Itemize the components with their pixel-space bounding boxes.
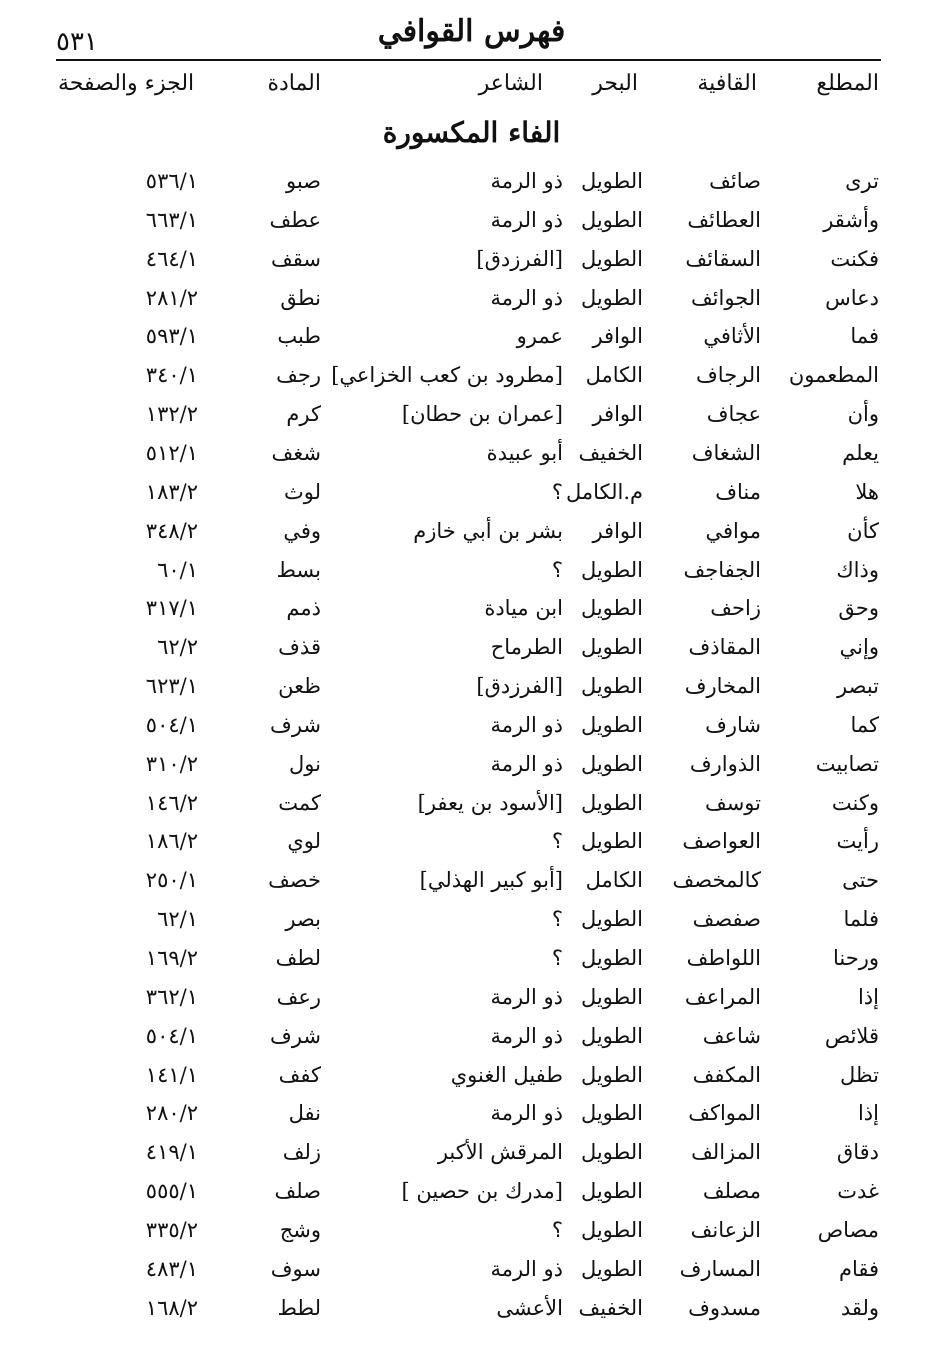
poet-cell: ذو الرمة: [490, 207, 563, 232]
matla-cell: المطعمون: [788, 363, 879, 388]
matla-cell: قلائص: [824, 1023, 879, 1048]
poet-cell: طفيل الغنوي: [450, 1062, 563, 1087]
volume-page-cell: ٥٠٤/١: [145, 1023, 198, 1048]
volume-page-cell: ٥٠٤/١: [145, 712, 198, 737]
root-cell: زلف: [282, 1140, 321, 1165]
table-row: [0, 900, 943, 939]
table-row: [0, 822, 943, 861]
bahr-cell: الطويل: [580, 557, 643, 582]
poet-cell: الأعشى: [496, 1295, 563, 1320]
poet-cell: بشر بن أبي خازم: [413, 518, 563, 543]
bahr-cell: الطويل: [580, 674, 643, 699]
poet-cell: [مدرك بن حصين ]: [401, 1179, 563, 1204]
table-row: [0, 978, 943, 1017]
root-cell: رعف: [276, 984, 321, 1009]
root-cell: بسط: [276, 557, 321, 582]
table-row: [0, 201, 943, 240]
root-cell: شغف: [271, 440, 321, 465]
column-header-shaer: الشاعر: [478, 71, 543, 96]
matla-cell: تصابيت: [815, 751, 879, 776]
poet-cell: [الفرزدق]: [476, 246, 563, 271]
poet-cell: ذو الرمة: [490, 169, 563, 193]
root-cell: صبو: [285, 169, 321, 193]
matla-cell: ترى: [845, 169, 879, 193]
table-row: [0, 1056, 943, 1095]
matla-cell: وإني: [839, 635, 879, 660]
root-cell: نفل: [288, 1101, 321, 1126]
table-row: [0, 628, 943, 667]
table-row: [0, 784, 943, 823]
table-row: [0, 317, 943, 356]
matla-cell: كأن: [847, 518, 879, 543]
qafia-cell: زاحف: [710, 596, 761, 621]
matla-cell: وذاك: [836, 557, 879, 582]
qafia-cell: الجوائف: [690, 285, 761, 310]
poet-cell: أبو عبيدة: [486, 440, 563, 465]
bahr-cell: الطويل: [580, 246, 643, 271]
volume-page-cell: ٦٦٣/١: [145, 207, 198, 232]
bahr-cell: الطويل: [580, 751, 643, 776]
column-header-juz-page: الجزء والصفحة: [58, 71, 195, 96]
volume-page-cell: ١٨٣/٢: [145, 479, 198, 504]
poet-cell: ؟: [551, 1217, 563, 1242]
bahr-cell: الطويل: [580, 635, 643, 660]
qafia-cell: صائف: [709, 169, 761, 193]
bahr-cell: الطويل: [580, 1256, 643, 1281]
root-cell: كرم: [286, 402, 321, 427]
matla-cell: يعلم: [842, 440, 879, 465]
root-cell: شرف: [270, 712, 321, 737]
matla-cell: فما: [850, 324, 879, 349]
volume-page-cell: ٥٣٦/١: [145, 169, 198, 193]
root-cell: وشج: [279, 1217, 321, 1242]
qafia-cell: كالمخصف: [672, 868, 761, 893]
volume-page-cell: ٣٣٥/٢: [145, 1217, 198, 1242]
poet-cell: [عمران بن حطان]: [401, 402, 563, 427]
poet-cell: ؟: [551, 829, 563, 854]
qafia-cell: المسارف: [679, 1256, 761, 1281]
root-cell: لوي: [287, 829, 321, 854]
root-cell: صلف: [274, 1179, 321, 1204]
root-cell: طبب: [277, 324, 321, 349]
bahr-cell: الكامل: [585, 868, 643, 893]
poet-cell: [الأسود بن يعفر]: [417, 790, 563, 815]
table-row: [0, 434, 943, 473]
table-row: [0, 1289, 943, 1328]
bahr-cell: الكامل: [585, 363, 643, 388]
table-row: [0, 1017, 943, 1056]
bahr-cell: الطويل: [580, 829, 643, 854]
qafia-cell: شاعف: [702, 1023, 761, 1048]
volume-page-cell: ١٨٦/٢: [145, 829, 198, 854]
matla-cell: فكنت: [830, 246, 879, 271]
table-row: [0, 395, 943, 434]
bahr-cell: الوافر: [592, 518, 643, 543]
root-cell: سوف: [270, 1256, 321, 1281]
qafia-cell: المقاذف: [688, 635, 761, 660]
root-cell: سقف: [271, 246, 321, 271]
matla-cell: دعاس: [825, 285, 879, 310]
bahr-cell: الطويل: [580, 207, 643, 232]
volume-page-cell: ٦٢٣/١: [145, 674, 198, 699]
matla-cell: إذا: [857, 984, 879, 1009]
root-cell: رجف: [276, 363, 321, 388]
poet-cell: ذو الرمة: [490, 1256, 563, 1281]
matla-cell: تظل: [840, 1062, 879, 1087]
table-row: [0, 745, 943, 784]
qafia-cell: المواكف: [688, 1101, 761, 1126]
qafia-cell: مناف: [715, 479, 761, 504]
root-cell: قذف: [278, 635, 321, 660]
table-row: [0, 706, 943, 745]
bahr-cell: الطويل: [580, 907, 643, 932]
poet-cell: المرقش الأكبر: [437, 1140, 563, 1165]
poet-cell: عمرو: [516, 324, 563, 349]
volume-page-cell: ٦٢/١: [157, 907, 198, 932]
table-row: [0, 240, 943, 279]
qafia-cell: موافي: [705, 518, 761, 543]
volume-page-cell: ٢٨١/٢: [145, 285, 198, 310]
bahr-cell: م.الكامل: [565, 479, 643, 504]
bahr-cell: الخفيف: [578, 440, 643, 465]
matla-cell: وأشقر: [823, 207, 879, 232]
qafia-cell: صفصف: [692, 907, 761, 932]
bahr-cell: الوافر: [592, 324, 643, 349]
table-row: [0, 279, 943, 318]
volume-page-cell: ٦٠/١: [157, 557, 198, 582]
qafia-cell: الرجاف: [696, 363, 761, 388]
volume-page-cell: ٣٤٠/١: [145, 363, 198, 388]
qafia-cell: الأثافي: [703, 324, 761, 349]
bahr-cell: الوافر: [592, 402, 643, 427]
root-cell: نطق: [280, 285, 321, 310]
bahr-cell: الطويل: [580, 1101, 643, 1126]
matla-cell: كما: [850, 712, 879, 737]
volume-page-cell: ٥٥٥/١: [145, 1179, 198, 1204]
matla-cell: ورحنا: [833, 946, 879, 970]
qafia-cell: المكفف: [692, 1062, 761, 1087]
table-row: [0, 1211, 943, 1250]
poet-cell: ذو الرمة: [490, 285, 563, 310]
poet-cell: ؟: [551, 479, 563, 504]
root-cell: كفف: [278, 1062, 321, 1087]
poet-cell: ابن ميادة: [484, 596, 563, 621]
root-cell: ظعن: [278, 674, 321, 699]
table-row: [0, 162, 943, 201]
volume-page-cell: ٥٩٣/١: [145, 324, 198, 349]
poet-cell: ؟: [551, 946, 563, 970]
volume-page-cell: ١٦٩/٢: [145, 946, 198, 970]
root-cell: وفي: [283, 518, 321, 543]
root-cell: ذمم: [286, 596, 321, 621]
bahr-cell: الطويل: [580, 1217, 643, 1242]
column-header-madda: المادة: [267, 71, 321, 96]
bahr-cell: الطويل: [580, 285, 643, 310]
root-cell: لطف: [275, 946, 321, 970]
column-header-matla: المطلع: [816, 71, 879, 96]
volume-page-cell: ٣٤٨/٢: [145, 518, 198, 543]
bahr-cell: الطويل: [580, 1140, 643, 1165]
table-row: [0, 551, 943, 590]
table-row: [0, 1094, 943, 1133]
table-row: [0, 589, 943, 628]
qafia-cell: عجاف: [706, 402, 761, 427]
qafia-cell: توسف: [704, 790, 761, 815]
root-cell: كمت: [278, 790, 321, 815]
volume-page-cell: ٣١٧/١: [145, 596, 198, 621]
matla-cell: وحق: [838, 596, 879, 621]
bahr-cell: الطويل: [580, 984, 643, 1009]
bahr-cell: الطويل: [580, 596, 643, 621]
section-title: الفاء المكسورة: [382, 116, 561, 149]
qafia-cell: الذوارف: [689, 751, 761, 776]
root-cell: خصف: [268, 868, 321, 893]
table-row: [0, 939, 943, 978]
root-cell: لوث: [283, 479, 321, 504]
poet-cell: ذو الرمة: [490, 751, 563, 776]
bahr-cell: الطويل: [580, 169, 643, 193]
poet-cell: [مطرود بن كعب الخزاعي]: [331, 363, 563, 388]
root-cell: نول: [289, 751, 321, 776]
qafia-cell: الزعانف: [690, 1217, 761, 1242]
volume-page-cell: ١٤٦/٢: [145, 790, 198, 815]
volume-page-cell: ٢٨٠/٢: [145, 1101, 198, 1126]
bahr-cell: الطويل: [580, 1062, 643, 1087]
matla-cell: مصاص: [817, 1217, 879, 1242]
qafia-cell: مسدوف: [688, 1295, 761, 1320]
matla-cell: وكنت: [831, 790, 879, 815]
poet-cell: الطرماح: [490, 635, 563, 660]
matla-cell: هلا: [855, 479, 879, 504]
table-row: [0, 861, 943, 900]
matla-cell: ولقد: [840, 1295, 879, 1320]
poet-cell: ؟: [551, 557, 563, 582]
poet-cell: ذو الرمة: [490, 712, 563, 737]
volume-page-cell: ٢٥٠/١: [145, 868, 198, 893]
qafia-cell: شارف: [705, 712, 761, 737]
matla-cell: فلما: [843, 907, 879, 932]
bahr-cell: الطويل: [580, 1179, 643, 1204]
volume-page-cell: ٤٨٣/١: [145, 1256, 198, 1281]
table-row: [0, 1250, 943, 1289]
volume-page-cell: ١٤١/١: [145, 1062, 198, 1087]
matla-cell: رأيت: [836, 829, 879, 854]
volume-page-cell: ٣٦٢/١: [145, 984, 198, 1009]
matla-cell: تبصر: [837, 674, 879, 699]
matla-cell: غدت: [837, 1179, 879, 1204]
volume-page-cell: ٦٢/٢: [157, 635, 198, 660]
qafia-cell: السقائف: [685, 246, 761, 271]
matla-cell: إذا: [857, 1101, 879, 1126]
volume-page-cell: ٤٦٤/١: [145, 246, 198, 271]
qafia-cell: المراعف: [684, 984, 761, 1009]
root-cell: عطف: [269, 207, 321, 232]
qafia-cell: المخارف: [684, 674, 761, 699]
column-header-qafia: القافية: [697, 71, 757, 96]
volume-page-cell: ١٣٢/٢: [145, 402, 198, 427]
poet-cell: ؟: [551, 907, 563, 932]
volume-page-cell: ٤١٩/١: [145, 1140, 198, 1165]
volume-page-cell: ٣١٠/٢: [145, 751, 198, 776]
root-cell: بصر: [285, 907, 321, 932]
table-row: [0, 667, 943, 706]
column-header-bahr: البحر: [592, 71, 638, 96]
bahr-cell: الطويل: [580, 712, 643, 737]
qafia-cell: العطائف: [687, 207, 761, 232]
qafia-cell: المزالف: [691, 1140, 761, 1165]
root-cell: شرف: [270, 1023, 321, 1048]
poet-cell: [أبو كبير الهذلي]: [419, 868, 563, 893]
table-row: [0, 473, 943, 512]
page-title: فهرس القوافي: [377, 14, 566, 49]
table-row: [0, 1133, 943, 1172]
matla-cell: حتى: [842, 868, 879, 893]
matla-cell: فقام: [838, 1256, 879, 1281]
volume-page-cell: ١٦٨/٢: [145, 1295, 198, 1320]
qafia-cell: الجفاجف: [683, 557, 761, 582]
table-row: [0, 512, 943, 551]
root-cell: لطط: [277, 1295, 321, 1320]
page-number: ٥٣١: [56, 27, 98, 57]
poet-cell: [الفرزدق]: [476, 674, 563, 699]
matla-cell: وأن: [847, 402, 879, 427]
bahr-cell: الطويل: [580, 946, 643, 970]
qafia-cell: الشغاف: [691, 440, 761, 465]
poet-cell: ذو الرمة: [490, 1101, 563, 1126]
volume-page-cell: ٥١٢/١: [145, 440, 198, 465]
table-row: [0, 356, 943, 395]
bahr-cell: الخفيف: [578, 1295, 643, 1320]
qafia-cell: العواصف: [682, 829, 761, 854]
bahr-cell: الطويل: [580, 790, 643, 815]
matla-cell: دقاق: [836, 1140, 879, 1165]
qafia-cell: اللواطف: [686, 946, 761, 970]
poet-cell: ذو الرمة: [490, 984, 563, 1009]
table-row: [0, 1172, 943, 1211]
poet-cell: ذو الرمة: [490, 1023, 563, 1048]
qafia-cell: مصلف: [702, 1179, 761, 1204]
bahr-cell: الطويل: [580, 1023, 643, 1048]
